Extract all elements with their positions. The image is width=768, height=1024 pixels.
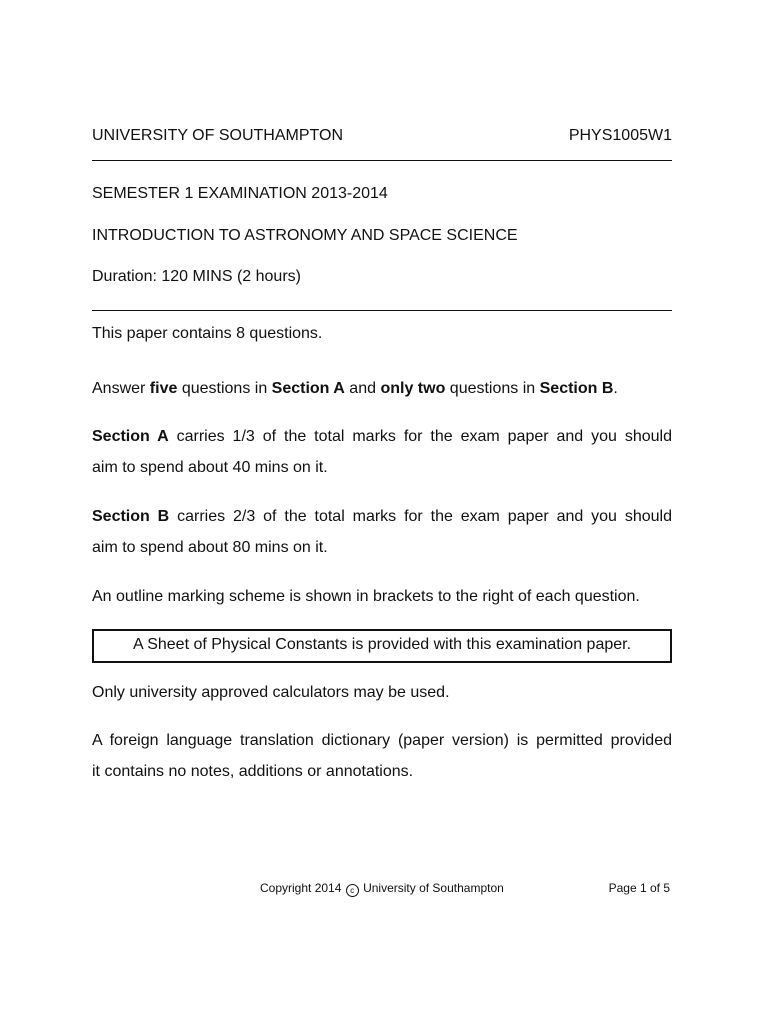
answer-text-4: questions in [445, 380, 540, 397]
copyright-symbol-icon: c [346, 884, 359, 897]
section-b-instruction [92, 501, 672, 563]
answer-text-2: questions in [177, 380, 272, 397]
page-header [92, 126, 672, 146]
answer-text-3: and [344, 380, 381, 397]
answer-bold-section-b: Section B [539, 380, 614, 397]
question-count: This paper contains 8 questions. [92, 325, 323, 342]
answer-bold-only-two: only two [380, 380, 446, 397]
copyright-prefix: Copyright 2014 [260, 881, 342, 895]
section-b-line-1: Section B carries 2/3 of the total marks for the exam paper and you should [92, 508, 672, 525]
course-code: PHYS1005W1 [568, 127, 672, 144]
section-a-line-1: Section A carries 1/3 of the total marks for the exam paper and you should [92, 428, 672, 445]
section-a-label: Section A [92, 428, 169, 445]
details-divider [92, 310, 672, 311]
exam-title: INTRODUCTION TO ASTRONOMY AND SPACE SCIENCE [92, 227, 518, 244]
answer-bold-section-a: Section A [271, 380, 345, 397]
dictionary-line-1: A foreign language translation dictionary (paper version) is permitted provided [92, 732, 672, 749]
answer-instruction [92, 379, 672, 399]
physical-constants-notice: A Sheet of Physical Constants is provided with this examination paper. [92, 629, 672, 663]
dictionary-rule [92, 725, 672, 787]
section-a-line-2: aim to spend about 40 mins on it. [92, 459, 328, 476]
institution-name: UNIVERSITY OF SOUTHAMPTON [92, 127, 343, 144]
header-divider [92, 160, 672, 161]
dictionary-line-2: it contains no notes, additions or annotations. [92, 763, 414, 780]
marking-scheme-note: An outline marking scheme is shown in brackets to the right of each question. [92, 588, 640, 605]
exam-duration: Duration: 120 MINS (2 hours) [92, 268, 301, 285]
semester-line: SEMESTER 1 EXAMINATION 2013-2014 [92, 185, 388, 202]
answer-text-1: Answer [92, 380, 150, 397]
exam-cover-page [92, 0, 672, 1024]
section-a-instruction [92, 421, 672, 483]
calculator-rule: Only university approved calculators may be used. [92, 684, 450, 701]
section-b-label: Section B [92, 508, 170, 525]
copyright-holder: University of Southampton [363, 881, 504, 895]
page-number: Page 1 of 5 [608, 881, 670, 895]
answer-text-5: . [613, 380, 618, 397]
copyright-notice [260, 880, 504, 897]
answer-bold-five: five [149, 380, 178, 397]
section-b-line-2: aim to spend about 80 mins on it. [92, 539, 328, 556]
